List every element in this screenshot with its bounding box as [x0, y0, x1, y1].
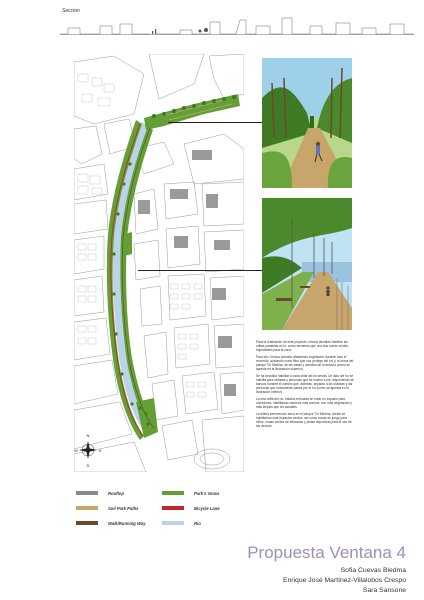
- legend-label: Rooftop: [108, 490, 125, 496]
- author-name: Sara Sansone: [362, 587, 406, 594]
- legend-label: Soil Park Paths: [108, 505, 139, 511]
- compass-north: N: [86, 433, 90, 438]
- map-legend: [76, 489, 276, 535]
- callout-line-bottom: [138, 270, 262, 271]
- compass-east: E: [99, 448, 102, 453]
- section-elevation: [60, 14, 414, 36]
- author-name: Sofia Cuevas Biedma: [340, 567, 406, 574]
- legend-item-rooftop: [76, 489, 124, 497]
- legend-item-rio: [162, 519, 201, 527]
- legend-label: Park's Grass: [194, 490, 220, 496]
- authors-block: [283, 566, 406, 596]
- description-paragraph: La última intervención sería en el parque Tío Medina, donde se habilitarían más espacios verdes, así como zonas de juego para niños, zonas verdes de descanso y pistas deportivas para el uso de los vecinos.: [256, 412, 352, 428]
- section-label: Seccion: [62, 8, 80, 14]
- legend-item-parks-grass: [162, 489, 219, 497]
- legend-swatch: [76, 521, 98, 525]
- legend-label: Walk/Running Way: [108, 520, 146, 526]
- legend-item-soil-park-paths: [76, 504, 139, 512]
- description-paragraph: Para ello, hemos actuado añadiendo vegetación durante todo el recorrido, actuando como filtro que nos protege del sol y, al cerca del parque Tio Medina, de las vistas y acústica de la autovía (como se aprecia en la ilustración superior).: [256, 355, 354, 371]
- page-title: Propuesta Ventana 4: [247, 543, 406, 562]
- illustration-running-path: [262, 58, 352, 188]
- callout-line-top: [168, 122, 262, 123]
- project-description: [256, 340, 354, 431]
- description-paragraph: Se ha decidido habilitar a cada orilla del rio senda. Un lado del río se habilita para ciclistas y personas que se mueve a pie, disponiendo de bancos durante el camino que, además, separan a los ciclistas y las personas que únicamente pasea por el río (como se aprecia en la ilustración inferior).: [256, 374, 354, 394]
- legend-swatch: [162, 506, 184, 510]
- site-plan-map: [74, 54, 244, 472]
- description-paragraph: Para la realización de este proyecto, hemos decidido habilitar las orillas paralelas al río, como elemento que una dos zonas verdes, importantes para la zona.: [256, 340, 349, 352]
- legend-item-bicycle-lane: [162, 504, 220, 512]
- legend-label: Bicycle Lane: [194, 505, 220, 511]
- compass-south: S: [86, 463, 90, 468]
- illustration-promenade: [262, 198, 352, 330]
- author-name: Enrique José Martínez-Villalobos Crespo: [282, 577, 406, 584]
- description-paragraph: La otra orilla del río, estaría enfocada en crear un espacio para corredores, habilitando caminos más anchos, con más vegetación y más limpios que los actuales.: [256, 397, 352, 409]
- legend-swatch: [76, 506, 98, 510]
- legend-item-walk-running-way: [76, 519, 146, 527]
- legend-label: Rio: [194, 520, 201, 526]
- legend-swatch: [76, 491, 98, 495]
- legend-swatch: [162, 491, 184, 495]
- compass-west: W: [74, 448, 78, 453]
- legend-swatch: [162, 521, 184, 525]
